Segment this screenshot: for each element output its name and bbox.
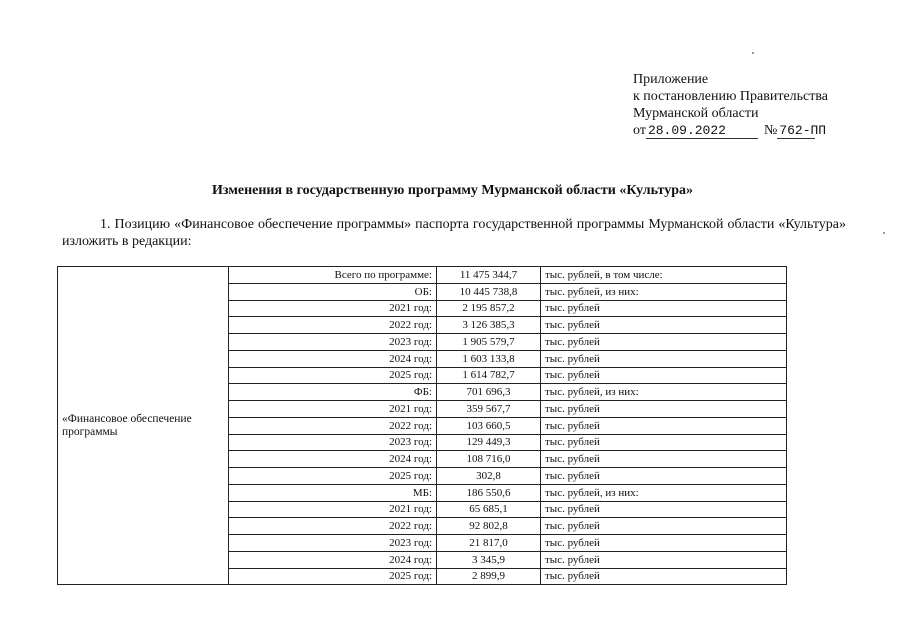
row-label: 2025 год: (229, 468, 437, 485)
row-value: 701 696,3 (437, 384, 541, 401)
row-unit: тыс. рублей (541, 451, 787, 468)
row-value: 2 195 857,2 (437, 300, 541, 317)
row-label: 2025 год: (229, 367, 437, 384)
row-label: 2021 год: (229, 401, 437, 418)
row-value: 103 660,5 (437, 417, 541, 434)
row-label: 2022 год: (229, 518, 437, 535)
row-unit: тыс. рублей, из них: (541, 384, 787, 401)
table-row (58, 267, 787, 284)
row-unit: тыс. рублей (541, 568, 787, 585)
row-value: 1 905 579,7 (437, 334, 541, 351)
row-label: 2022 год: (229, 417, 437, 434)
appendix-line-1: Приложение (633, 72, 709, 87)
row-unit: тыс. рублей (541, 417, 787, 434)
financing-table (57, 266, 787, 585)
appendix-line-3: Мурманской области (633, 106, 759, 121)
row-value: 108 716,0 (437, 451, 541, 468)
row-value: 3 126 385,3 (437, 317, 541, 334)
row-label: 2024 год: (229, 350, 437, 367)
row-unit: тыс. рублей, из них: (541, 484, 787, 501)
row-value: 186 550,6 (437, 484, 541, 501)
row-unit: тыс. рублей (541, 501, 787, 518)
row-unit: тыс. рублей (541, 317, 787, 334)
date-value: 28.09.2022 (646, 123, 758, 139)
row-label: 2025 год: (229, 568, 437, 585)
row-unit: тыс. рублей (541, 468, 787, 485)
row-label: 2021 год: (229, 300, 437, 317)
row-label: 2024 год: (229, 451, 437, 468)
row-value: 21 817,0 (437, 535, 541, 552)
row-unit: тыс. рублей (541, 401, 787, 418)
row-value: 92 802,8 (437, 518, 541, 535)
row-label: ФБ: (229, 384, 437, 401)
row-value: 3 345,9 (437, 551, 541, 568)
appendix-block (633, 71, 828, 139)
row-value: 1 614 782,7 (437, 367, 541, 384)
appendix-date-line (633, 122, 828, 139)
row-unit: тыс. рублей (541, 518, 787, 535)
row-label: МБ: (229, 484, 437, 501)
date-prefix: от (633, 123, 646, 138)
row-label: 2021 год: (229, 501, 437, 518)
row-unit: тыс. рублей (541, 367, 787, 384)
row-unit: тыс. рублей (541, 350, 787, 367)
row-unit: тыс. рублей (541, 434, 787, 451)
row-label: ОБ: (229, 283, 437, 300)
row-label: 2022 год: (229, 317, 437, 334)
row-label: 2024 год: (229, 551, 437, 568)
row-unit: тыс. рублей, из них: (541, 283, 787, 300)
row-label: 2023 год: (229, 434, 437, 451)
row-unit: тыс. рублей (541, 334, 787, 351)
scan-speck (883, 232, 885, 234)
number-value: 762-ПП (779, 123, 827, 138)
row-label: Всего по программе: (229, 267, 437, 284)
row-value: 1 603 133,8 (437, 350, 541, 367)
row-label: 2023 год: (229, 334, 437, 351)
row-value: 302,8 (437, 468, 541, 485)
row-unit: тыс. рублей (541, 300, 787, 317)
row-unit: тыс. рублей, в том числе: (541, 267, 787, 284)
document-title: Изменения в государственную программу Мурманской области «Культура» (212, 183, 693, 198)
row-value: 11 475 344,7 (437, 267, 541, 284)
row-value: 129 449,3 (437, 434, 541, 451)
row-value: 2 899,9 (437, 568, 541, 585)
number-prefix: № (763, 123, 778, 138)
row-unit: тыс. рублей (541, 535, 787, 552)
row-unit: тыс. рублей (541, 551, 787, 568)
instruction-paragraph: 1. Позицию «Финансовое обеспечение программы» паспорта государственной программы Мурманской области «Культура» изложить в редакции: (62, 217, 846, 249)
row-label: 2023 год: (229, 535, 437, 552)
row-value: 10 445 738,8 (437, 283, 541, 300)
row-header-cell: «Финансовое обеспечение программы (58, 267, 229, 585)
row-value: 359 567,7 (437, 401, 541, 418)
row-value: 65 685,1 (437, 501, 541, 518)
scan-speck (752, 52, 754, 54)
appendix-line-2: к постановлению Правительства (633, 89, 829, 104)
